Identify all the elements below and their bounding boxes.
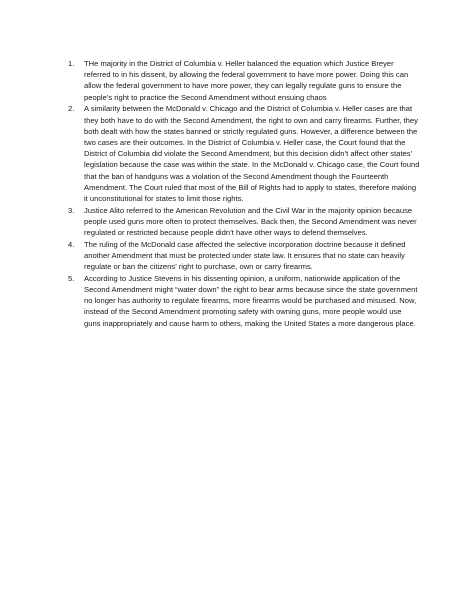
answer-list <box>64 58 420 329</box>
answer-text: The ruling of the McDonald case affected the selective incorporation doctrine because it defined another Amendment that must be protected under state law. It ensures that no state can heavily regulate or ban the citizens’ right to purchase, own or carry firearms. <box>84 239 406 272</box>
answer-item-3 <box>64 205 420 239</box>
answer-item-2 <box>64 103 420 204</box>
answer-text: A similarity between the McDonald v. Chicago and the District of Columbia v. Heller cases are that they both have to do with the Second Amendment, the right to own and carry firearms. Further, they both dealt with how the states banned or strictly regulated guns. However, a difference between the two cases are their outcomes. In the District of Columbia v. Heller case, the Court found that the District of Columbia did violate the Second Amendment, but this decision didn’t affect other states’ legislation because the case was within the state. In the McDonald v. Chicago case, the Court found that the ban of handguns was a violation of the Second Amendment though the Fourteenth Amendment. The Court ruled that most of the Bill of Rights had to apply to states, therefore making it unconstitutional for states to limit those rights. <box>84 104 420 203</box>
answer-number: 3. <box>68 205 75 215</box>
answer-text: According to Justice Stevens in his dissenting opinion, a uniform, nationwide application of the Second Amendment might “water down” the right to bear arms because since the state government no longer has authority to regulate firearms, more firearms would be purchased and misused. Now, instead of the Second Amendment promoting safety with owning guns, more people would use guns inappropriately and cause harm to others, making the United States a more dangerous place. <box>84 273 418 328</box>
answer-item-4 <box>64 239 420 273</box>
answer-text: THe majority in the District of Columbia v. Heller balanced the equation which Justice Breyer referred to in his dissent, by allowing the federal government to have more power. Doing this can allow the federal government to have more power, they can legally regulate guns to ensure the people’s right to practice the Second Amendment without ensuing chaos <box>84 59 409 102</box>
answer-item-1 <box>64 58 420 103</box>
answer-item-5 <box>64 273 420 329</box>
answer-text: Justice Alito referred to the American Revolution and the Civil War in the majority opinion because people used guns more often to protect themselves. Back then, the Second Amendment was never regulated or restricted because people didn’t have other ways to defend themselves. <box>84 205 417 238</box>
answer-number: 2. <box>68 104 75 114</box>
answer-number: 1. <box>68 59 75 68</box>
answer-number: 4. <box>68 239 75 249</box>
answer-number: 5. <box>68 273 75 283</box>
